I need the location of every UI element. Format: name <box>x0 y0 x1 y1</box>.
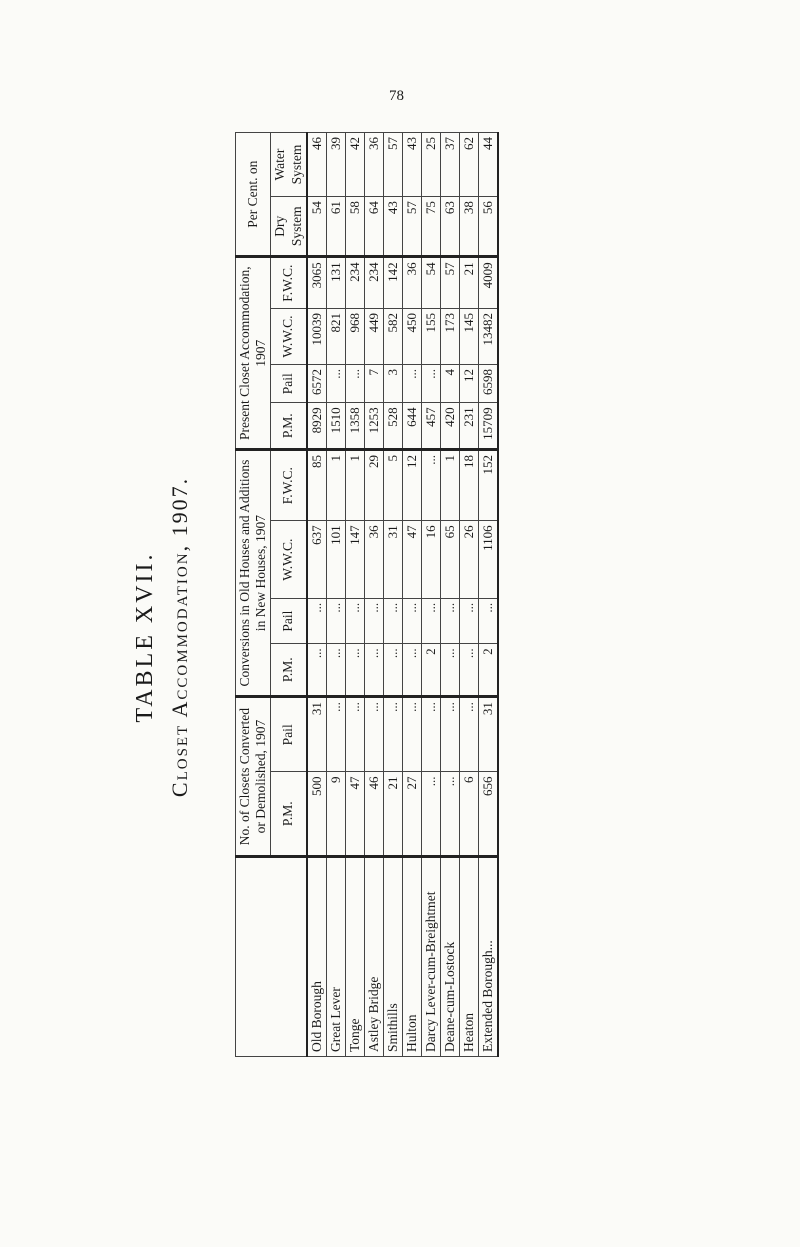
cell-conv-pail: ... <box>345 697 364 772</box>
cell-conv-pail: ... <box>364 697 383 772</box>
cell-water: 37 <box>440 133 459 197</box>
cell-pres-wwc: 582 <box>383 308 402 364</box>
district-name: Old Borough <box>307 857 327 1057</box>
cell-dry: 43 <box>383 197 402 257</box>
cell-conv-pm: ... <box>440 772 459 857</box>
cell-conv-pm: 656 <box>478 772 498 857</box>
total-row <box>478 133 498 1057</box>
cell-conv-pail: ... <box>440 697 459 772</box>
table-subtitle: Closet Accommodation, 1907. <box>167 476 192 798</box>
cell-pres-fwc: 57 <box>440 257 459 309</box>
cell-add-pm: ... <box>345 644 364 697</box>
cell-pres-pail: 3 <box>383 365 402 403</box>
cell-add-pail: ... <box>345 598 364 644</box>
cell-dry: 54 <box>307 197 327 257</box>
cell-pres-pm: 15709 <box>478 403 498 450</box>
col-pres-pail: Pail <box>271 365 307 403</box>
cell-add-fwc: 5 <box>383 450 402 521</box>
district-name: Deane-cum-Lostock <box>440 857 459 1057</box>
cell-add-wwc: 147 <box>345 521 364 599</box>
cell-conv-pm: 21 <box>383 772 402 857</box>
cell-dry: 58 <box>345 197 364 257</box>
cell-pres-wwc: 155 <box>421 308 440 364</box>
col-add-pail: Pail <box>271 598 307 644</box>
cell-dry: 57 <box>402 197 421 257</box>
cell-add-wwc: 637 <box>307 521 327 599</box>
cell-pres-fwc: 4009 <box>478 257 498 309</box>
col-conv-pail: Pail <box>271 697 307 772</box>
cell-add-pail: ... <box>326 598 345 644</box>
district-name: Heaton <box>459 857 478 1057</box>
table-row <box>364 133 383 1057</box>
table-row <box>402 133 421 1057</box>
col-pres-pm: P.M. <box>271 403 307 450</box>
table-row <box>345 133 364 1057</box>
cell-pres-pail: ... <box>326 365 345 403</box>
cell-water: 25 <box>421 133 440 197</box>
cell-pres-fwc: 142 <box>383 257 402 309</box>
cell-pres-pm: 420 <box>440 403 459 450</box>
cell-pres-pail: 4 <box>440 365 459 403</box>
cell-conv-pail: ... <box>421 697 440 772</box>
cell-dry: 64 <box>364 197 383 257</box>
cell-add-fwc: 29 <box>364 450 383 521</box>
col-dry: Dry System <box>271 197 307 257</box>
converted-header: No. of Closets Converted or Demolished, 1907 <box>236 697 271 857</box>
table-row <box>383 133 402 1057</box>
cell-pres-fwc: 21 <box>459 257 478 309</box>
cell-add-pm: ... <box>459 644 478 697</box>
cell-water: 57 <box>383 133 402 197</box>
cell-water: 36 <box>364 133 383 197</box>
cell-pres-pm: 457 <box>421 403 440 450</box>
cell-add-pail: ... <box>440 598 459 644</box>
cell-dry: 75 <box>421 197 440 257</box>
cell-add-pail: ... <box>478 598 498 644</box>
col-conv-pm: P.M. <box>271 772 307 857</box>
col-add-fwc: F.W.C. <box>271 450 307 521</box>
cell-pres-fwc: 234 <box>345 257 364 309</box>
cell-dry: 63 <box>440 197 459 257</box>
cell-pres-wwc: 13482 <box>478 308 498 364</box>
cell-pres-wwc: 450 <box>402 308 421 364</box>
cell-add-pail: ... <box>459 598 478 644</box>
cell-water: 44 <box>478 133 498 197</box>
district-name: Smithills <box>383 857 402 1057</box>
cell-pres-pail: ... <box>345 365 364 403</box>
cell-pres-wwc: 10039 <box>307 308 327 364</box>
cell-add-pail: ... <box>364 598 383 644</box>
cell-water: 62 <box>459 133 478 197</box>
cell-add-fwc: 152 <box>478 450 498 521</box>
cell-pres-wwc: 968 <box>345 308 364 364</box>
col-add-wwc: W.W.C. <box>271 521 307 599</box>
cell-add-pm: ... <box>326 644 345 697</box>
cell-add-pm: 2 <box>478 644 498 697</box>
cell-add-pail: ... <box>307 598 327 644</box>
present-header: Present Closet Accommodation, 1907 <box>236 257 271 450</box>
cell-pres-wwc: 449 <box>364 308 383 364</box>
district-header <box>236 857 307 1057</box>
cell-pres-pail: 6572 <box>307 365 327 403</box>
district-name: Hulton <box>402 857 421 1057</box>
cell-conv-pail: 31 <box>478 697 498 772</box>
cell-pres-pail: ... <box>421 365 440 403</box>
cell-add-pm: ... <box>307 644 327 697</box>
cell-conv-pm: 6 <box>459 772 478 857</box>
cell-pres-fwc: 3065 <box>307 257 327 309</box>
cell-add-fwc: 1 <box>345 450 364 521</box>
conversions-header: Conversions in Old Houses and Additions in New Houses, 1907 <box>236 450 271 697</box>
cell-pres-pail: 6598 <box>478 365 498 403</box>
cell-add-pm: ... <box>364 644 383 697</box>
cell-water: 39 <box>326 133 345 197</box>
cell-pres-pm: 644 <box>402 403 421 450</box>
cell-pres-pm: 231 <box>459 403 478 450</box>
cell-add-wwc: 16 <box>421 521 440 599</box>
cell-add-fwc: ... <box>421 450 440 521</box>
cell-add-wwc: 26 <box>459 521 478 599</box>
district-name: Extended Borough... <box>478 857 498 1057</box>
table-row <box>307 133 327 1057</box>
percent-header: Per Cent. on <box>236 133 271 257</box>
cell-pres-pm: 8929 <box>307 403 327 450</box>
closet-accommodation-table <box>235 132 499 1057</box>
cell-add-wwc: 31 <box>383 521 402 599</box>
title-block <box>132 367 193 907</box>
cell-pres-pail: 12 <box>459 365 478 403</box>
cell-dry: 38 <box>459 197 478 257</box>
district-name: Darcy Lever-cum-Breightmet <box>421 857 440 1057</box>
table-row <box>440 133 459 1057</box>
cell-add-wwc: 65 <box>440 521 459 599</box>
cell-conv-pail: 31 <box>307 697 327 772</box>
district-name: Astley Bridge <box>364 857 383 1057</box>
cell-pres-pail: ... <box>402 365 421 403</box>
cell-conv-pail: ... <box>383 697 402 772</box>
cell-conv-pm: 27 <box>402 772 421 857</box>
cell-add-wwc: 1106 <box>478 521 498 599</box>
table-row <box>459 133 478 1057</box>
table-row <box>421 133 440 1057</box>
cell-add-wwc: 101 <box>326 521 345 599</box>
cell-conv-pm: 9 <box>326 772 345 857</box>
cell-add-wwc: 47 <box>402 521 421 599</box>
cell-add-fwc: 12 <box>402 450 421 521</box>
cell-pres-pm: 1253 <box>364 403 383 450</box>
cell-conv-pail: ... <box>402 697 421 772</box>
cell-add-pm: ... <box>402 644 421 697</box>
cell-add-fwc: 1 <box>440 450 459 521</box>
col-pres-wwc: W.W.C. <box>271 308 307 364</box>
table-row <box>326 133 345 1057</box>
cell-pres-wwc: 173 <box>440 308 459 364</box>
cell-water: 42 <box>345 133 364 197</box>
cell-add-wwc: 36 <box>364 521 383 599</box>
col-add-pm: P.M. <box>271 644 307 697</box>
cell-pres-wwc: 145 <box>459 308 478 364</box>
cell-add-fwc: 85 <box>307 450 327 521</box>
cell-pres-fwc: 36 <box>402 257 421 309</box>
cell-add-pm: 2 <box>421 644 440 697</box>
cell-dry: 61 <box>326 197 345 257</box>
cell-pres-pm: 1510 <box>326 403 345 450</box>
cell-conv-pm: 500 <box>307 772 327 857</box>
cell-pres-fwc: 131 <box>326 257 345 309</box>
cell-add-pail: ... <box>402 598 421 644</box>
cell-pres-pm: 528 <box>383 403 402 450</box>
cell-add-pm: ... <box>383 644 402 697</box>
cell-pres-wwc: 821 <box>326 308 345 364</box>
table-title: TABLE XVII. <box>132 551 158 723</box>
cell-add-pm: ... <box>440 644 459 697</box>
cell-pres-fwc: 234 <box>364 257 383 309</box>
cell-conv-pail: ... <box>459 697 478 772</box>
cell-pres-pail: 7 <box>364 365 383 403</box>
cell-add-pail: ... <box>383 598 402 644</box>
col-pres-fwc: F.W.C. <box>271 257 307 309</box>
col-water: Water System <box>271 133 307 197</box>
cell-dry: 56 <box>478 197 498 257</box>
cell-water: 43 <box>402 133 421 197</box>
cell-water: 46 <box>307 133 327 197</box>
cell-pres-fwc: 54 <box>421 257 440 309</box>
cell-conv-pail: ... <box>326 697 345 772</box>
cell-conv-pm: 47 <box>345 772 364 857</box>
cell-conv-pm: 46 <box>364 772 383 857</box>
page-number: 78 <box>389 88 404 104</box>
cell-pres-pm: 1358 <box>345 403 364 450</box>
district-name: Tonge <box>345 857 364 1057</box>
cell-add-fwc: 1 <box>326 450 345 521</box>
district-name: Great Lever <box>326 857 345 1057</box>
cell-conv-pm: ... <box>421 772 440 857</box>
cell-add-fwc: 18 <box>459 450 478 521</box>
cell-add-pail: ... <box>421 598 440 644</box>
